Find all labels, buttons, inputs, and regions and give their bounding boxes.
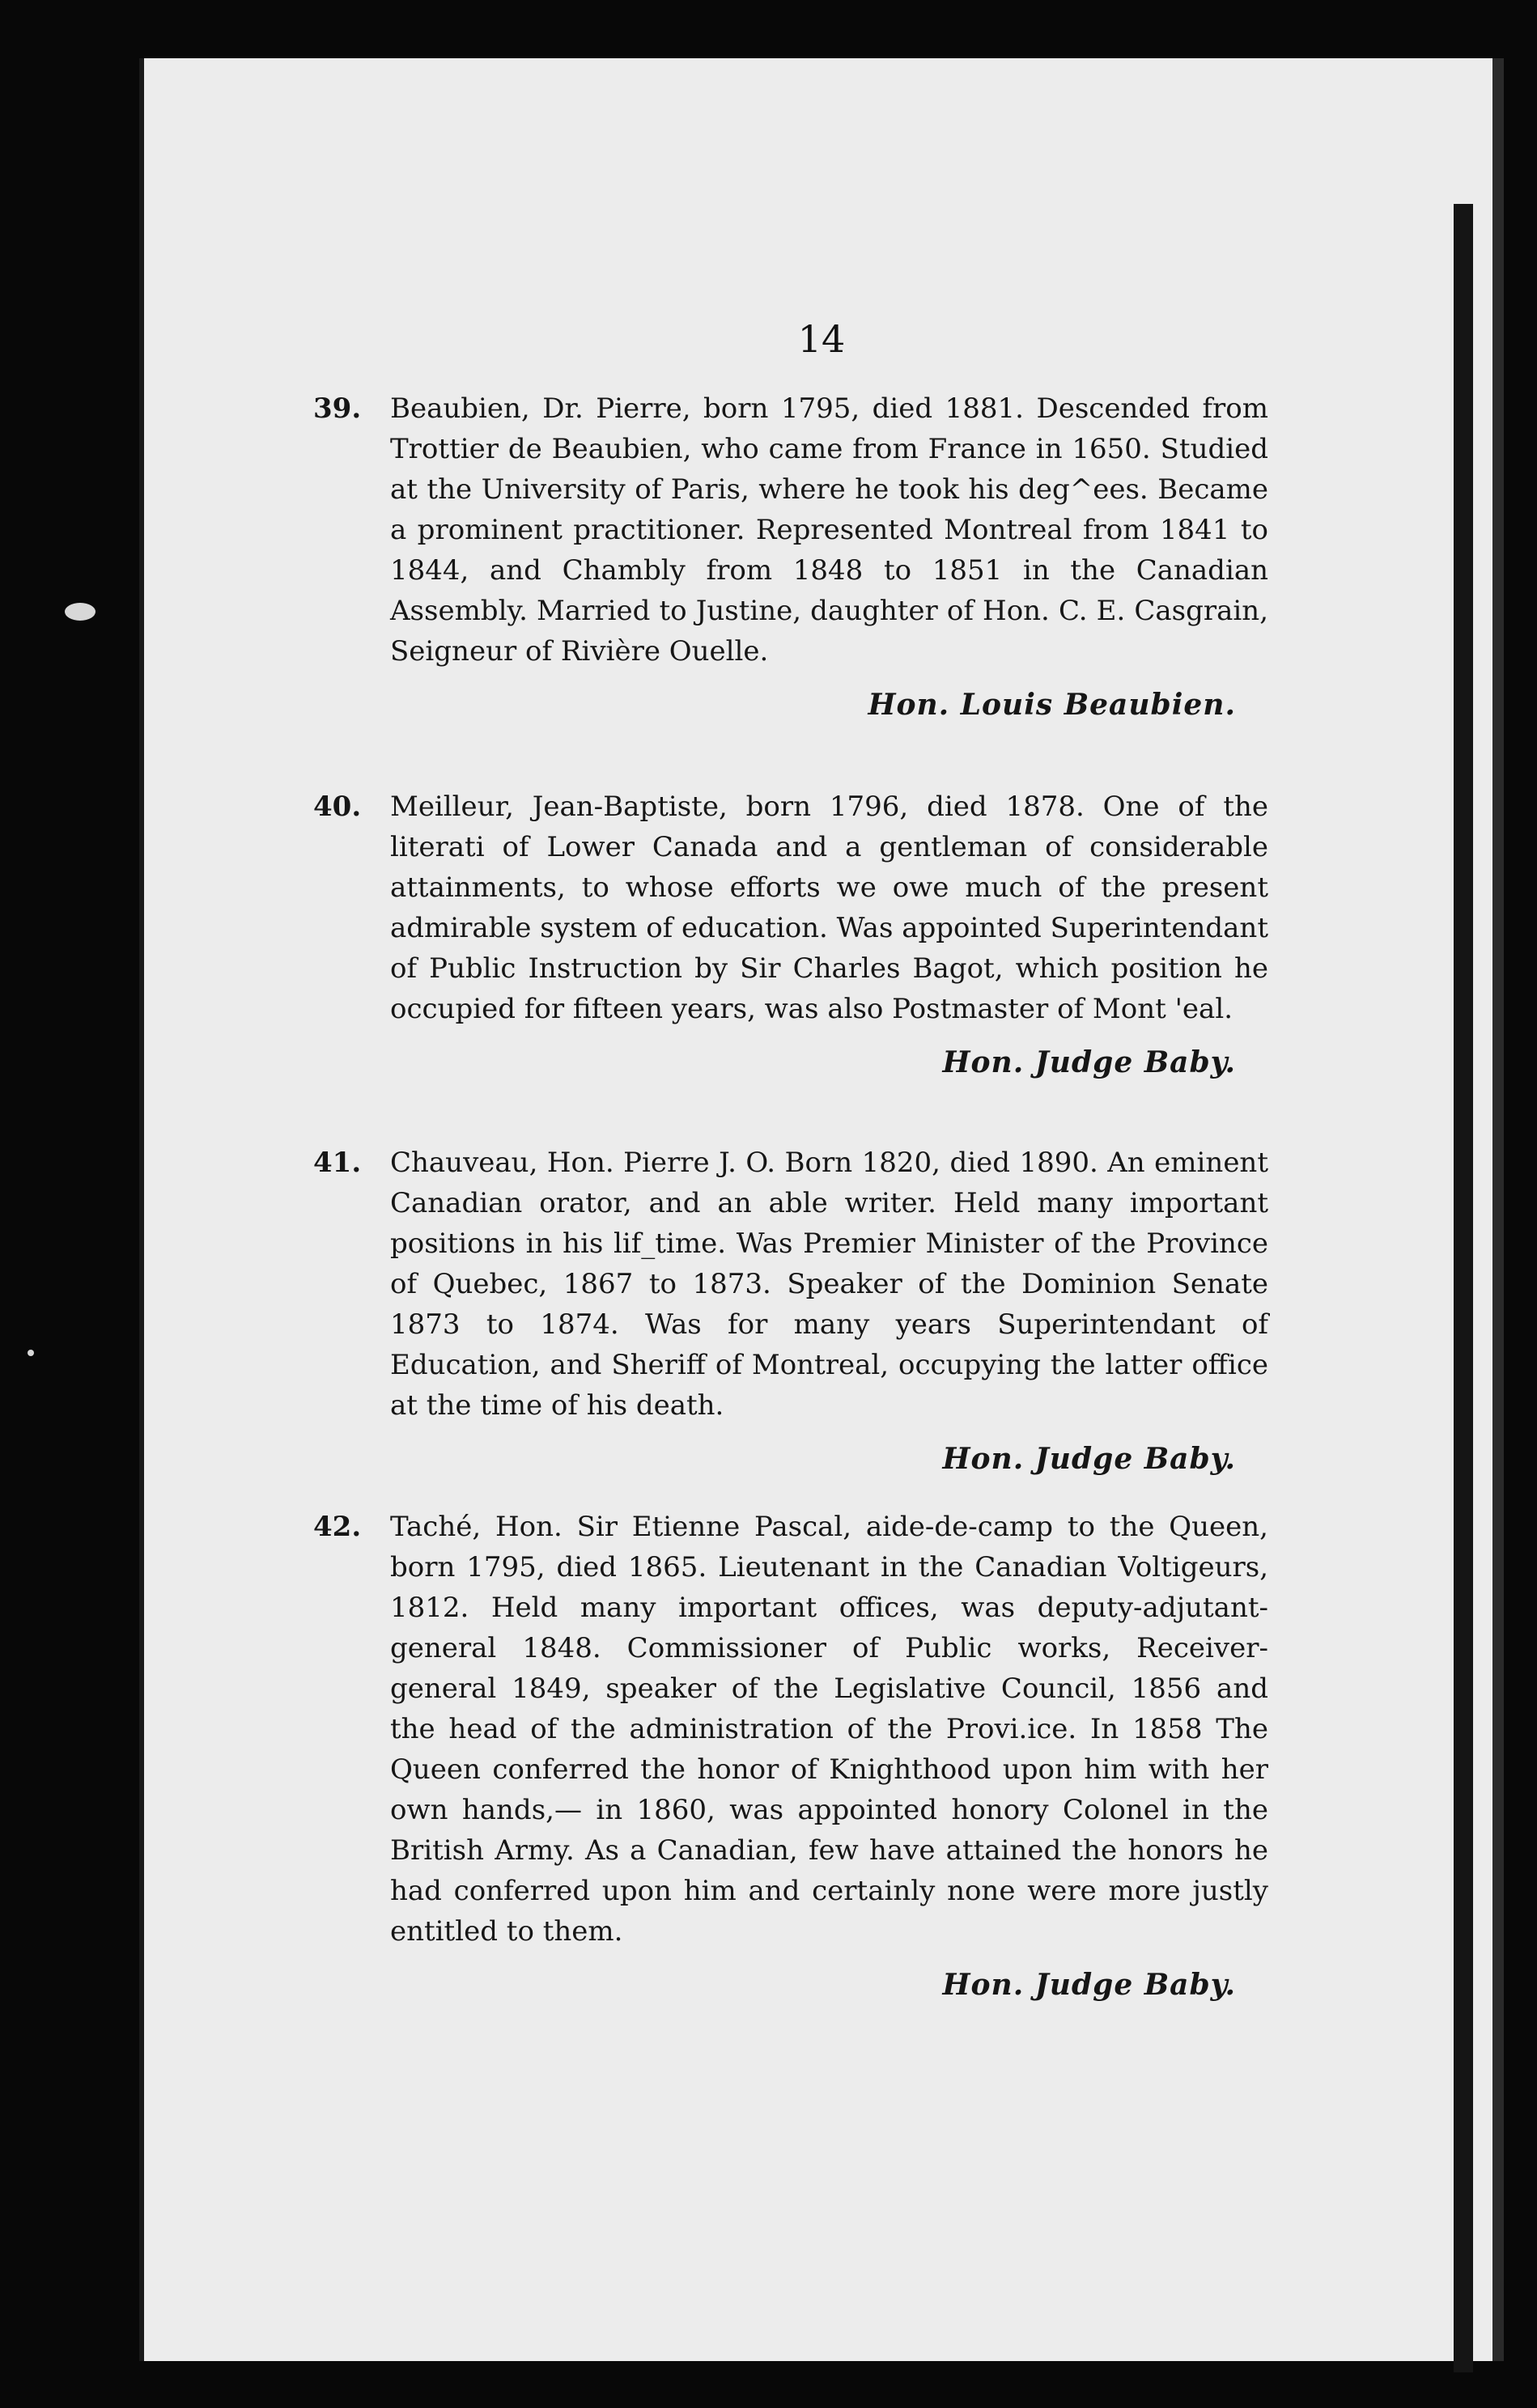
entry-41	[313, 1143, 1268, 1479]
entry-number: 42.	[313, 1511, 362, 1543]
page-number: 14	[797, 317, 846, 361]
entry-attribution: Hon. Judge Baby.	[942, 1968, 1236, 2002]
entry-number: 39.	[313, 392, 362, 425]
entry-number: 41.	[313, 1147, 362, 1179]
margin-speck	[65, 603, 96, 621]
entry-text: Taché, Hon. Sir Etienne Pascal, aide-de-camp to the Queen, born 1795, died 1865. Lieutenant in the Canadian Voltigeurs, 1812. Held many important offices, was deputy-adjutant-general 1848. Commissioner of Public works, Receiver-general 1849, speaker of the Legislative Council, 1856 and the head of the administration of the Provi.ice. In 1858 The Queen conferred the honor of Knighthood upon him with her own hands,— in 1860, was appointed honory Colonel in the British Army. As a Canadian, few have attained the honors he had conferred upon him and certainly none were more justly entitled to them.	[390, 1511, 1268, 1948]
entry-text: Meilleur, Jean-Baptiste, born 1796, died 1878. One of the literati of Lower Canada and a gentleman of considerable attainments, to whose efforts we owe much of the present admirable system of education. Was appointed Superintendant of Public Instruction by Sir Charles Bagot, which position he occupied for fifteen years, was also Postmaster of Mont 'eal.	[390, 791, 1268, 1025]
scanned-page	[139, 58, 1504, 2361]
entry-attribution: Hon. Louis Beaubien.	[868, 688, 1236, 722]
entry-39	[313, 388, 1268, 725]
entry-42	[313, 1507, 1268, 2005]
entry-number: 40.	[313, 791, 362, 823]
entry-attribution: Hon. Judge Baby.	[942, 1045, 1236, 1079]
margin-speck	[28, 1350, 34, 1356]
entry-40	[313, 786, 1268, 1083]
entry-text: Beaubien, Dr. Pierre, born 1795, died 1881. Descended from Trottier de Beaubien, who came from France in 1650. Studied at the University of Paris, where he took his deg^ees. Became a prominent practitioner. Represented Montreal from 1841 to 1844, and Chambly from 1848 to 1851 in the Canadian Assembly. Married to Justine, daughter of Hon. C. E. Casgrain, Seigneur of Rivière Ouelle.	[390, 392, 1268, 668]
page-edge	[1454, 204, 1473, 2372]
entry-attribution: Hon. Judge Baby.	[942, 1442, 1236, 1476]
entry-text: Chauveau, Hon. Pierre J. O. Born 1820, died 1890. An eminent Canadian orator, and an able writer. Held many important positions in his lif_time. Was Premier Minister of the Province of Quebec, 1867 to 1873. Speaker of the Dominion Senate 1873 to 1874. Was for many years Superintendant of Education, and Sheriff of Montreal, occupying the latter office at the time of his death.	[390, 1147, 1268, 1422]
